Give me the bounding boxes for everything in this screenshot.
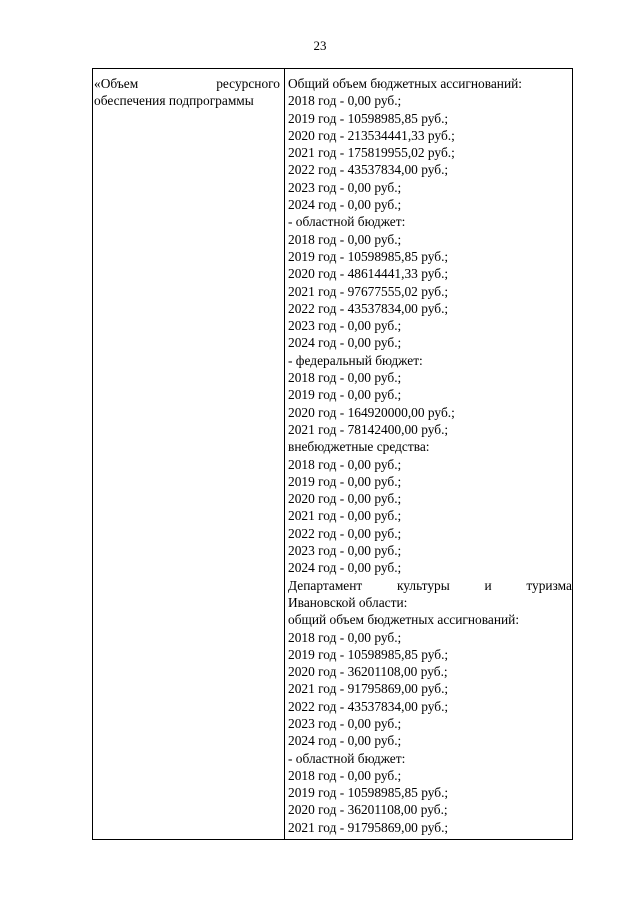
budget-line: 2020 год - 213534441,33 руб.;: [288, 127, 455, 143]
budget-line: 2019 год - 10598985,85 руб.;: [288, 248, 449, 264]
budget-line: 2020 год - 48614441,33 руб.;: [288, 266, 449, 282]
budget-line: 2018 год - 0,00 руб.;: [288, 93, 402, 109]
budget-line: 2018 год - 0,00 руб.;: [288, 370, 402, 386]
budget-line: общий объем бюджетных ассигнований:: [288, 612, 520, 628]
budget-line: 2020 год - 36201108,00 руб.;: [288, 802, 448, 818]
budget-line: 2020 год - 36201108,00 руб.;: [288, 664, 448, 680]
budget-line: 2019 год - 0,00 руб.;: [288, 387, 402, 403]
page-number: 23: [313, 38, 327, 53]
budget-line: внебюджетные средства:: [288, 439, 430, 455]
budget-line: 2019 год - 10598985,85 руб.;: [288, 646, 449, 662]
budget-line: - областной бюджет:: [288, 214, 406, 230]
budget-line: 2023 год - 0,00 руб.;: [288, 715, 402, 731]
column-divider: [284, 68, 285, 840]
budget-line: 2024 год - 0,00 руб.;: [288, 560, 402, 576]
budget-line: 2018 год - 0,00 руб.;: [288, 231, 402, 247]
budget-line: 2023 год - 0,00 руб.;: [288, 543, 402, 559]
left-cell: [94, 75, 280, 109]
budget-line: 2021 год - 175819955,02 руб.;: [288, 145, 455, 161]
budget-line: Департамент культуры и туризма: [288, 577, 572, 593]
budget-line: 2022 год - 43537834,00 руб.;: [288, 300, 449, 316]
budget-line: 2018 год - 0,00 руб.;: [288, 767, 402, 783]
budget-line: 2023 год - 0,00 руб.;: [288, 179, 402, 195]
budget-line: 2020 год - 0,00 руб.;: [288, 491, 402, 507]
left-cell-line: «Объем ресурсного: [94, 76, 280, 91]
budget-line: Общий объем бюджетных ассигнований:: [288, 76, 523, 91]
budget-line: 2021 год - 91795869,00 руб.;: [288, 681, 449, 697]
budget-line: 2024 год - 0,00 руб.;: [288, 733, 402, 749]
budget-line: 2019 год - 0,00 руб.;: [288, 473, 402, 489]
budget-line: 2018 год - 0,00 руб.;: [288, 629, 402, 645]
budget-line: - областной бюджет:: [288, 750, 406, 766]
budget-line: Ивановской области:: [288, 594, 408, 610]
budget-line: 2022 год - 0,00 руб.;: [288, 525, 402, 541]
budget-line: 2024 год - 0,00 руб.;: [288, 335, 402, 351]
budget-line: 2024 год - 0,00 руб.;: [288, 197, 402, 213]
right-cell: [288, 75, 572, 836]
budget-line: 2018 год - 0,00 руб.;: [288, 456, 402, 472]
left-cell-line: обеспечения подпрограммы: [94, 93, 254, 108]
budget-line: - федеральный бюджет:: [288, 352, 423, 368]
budget-line: 2019 год - 10598985,85 руб.;: [288, 785, 449, 801]
budget-line: 2022 год - 43537834,00 руб.;: [288, 698, 449, 714]
budget-line: 2022 год - 43537834,00 руб.;: [288, 162, 449, 178]
budget-line: 2019 год - 10598985,85 руб.;: [288, 110, 449, 126]
budget-line: 2021 год - 91795869,00 руб.;: [288, 819, 449, 835]
budget-line: 2023 год - 0,00 руб.;: [288, 318, 402, 334]
budget-line: 2021 год - 78142400,00 руб.;: [288, 421, 449, 437]
budget-line: 2020 год - 164920000,00 руб.;: [288, 404, 455, 420]
budget-line: 2021 год - 97677555,02 руб.;: [288, 283, 449, 299]
budget-line: 2021 год - 0,00 руб.;: [288, 508, 402, 524]
